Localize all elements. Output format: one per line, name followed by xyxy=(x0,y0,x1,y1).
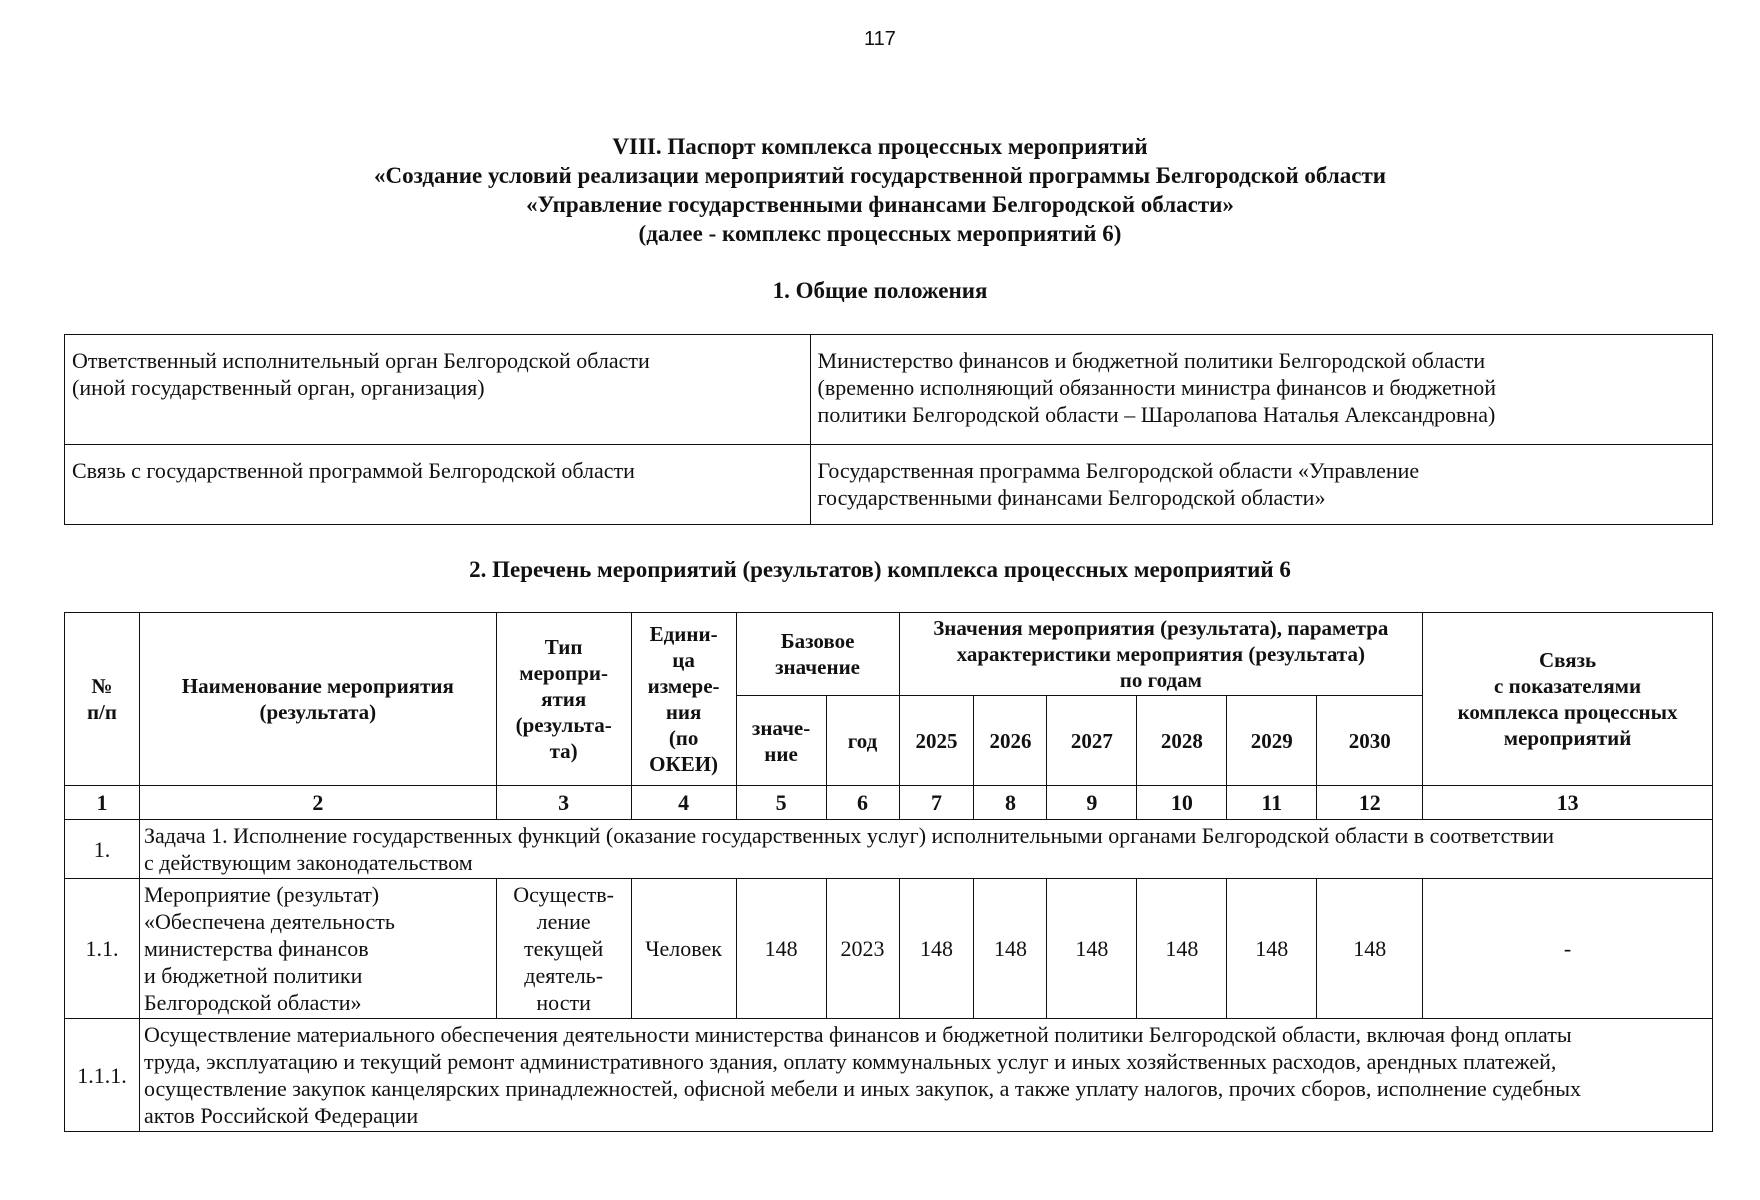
events-table xyxy=(64,612,1713,1132)
header-line: измере- xyxy=(647,674,720,698)
header-year: 2025 xyxy=(899,696,974,786)
header-year: 2027 xyxy=(1047,696,1137,786)
header-line: ОКЕИ) xyxy=(649,752,719,776)
header-values-by-year xyxy=(899,613,1423,696)
text-line: Мероприятие (результат) xyxy=(143,882,380,907)
header-line: п/п xyxy=(86,700,117,724)
text-line: политики Белгородской области – Шаролапова Наталья Александровна) xyxy=(817,402,1496,427)
event-base-year: 2023 xyxy=(826,879,899,1019)
heading-line: VIII. Паспорт комплекса процессных мероприятий xyxy=(612,134,1148,159)
text-line: Ответственный исполнительный орган Белгородской области xyxy=(72,348,650,373)
text-line: и бюджетной политики xyxy=(143,963,363,988)
task-text xyxy=(139,820,1712,879)
text-line: (временно исполняющий обязанности министра финансов и бюджетной xyxy=(817,375,1497,400)
event-value: 148 xyxy=(1137,879,1227,1019)
page-number: 117 xyxy=(864,28,896,50)
header-line: ятия xyxy=(541,687,587,711)
event-value: 148 xyxy=(974,879,1047,1019)
header-type xyxy=(496,613,631,786)
header-line: характеристики мероприятия (результата) xyxy=(956,642,1365,666)
event-unit: Человек xyxy=(631,879,736,1019)
header-line: комплекса процессных xyxy=(1457,700,1678,724)
sub-event-num: 1.1.1. xyxy=(65,1019,140,1132)
text-line: Осуществление материального обеспечения деятельности министерства финансов и бюджетной политики Белгородской области, включая фонд оплаты xyxy=(143,1022,1572,1047)
event-value: 148 xyxy=(899,879,974,1019)
header-line: значение xyxy=(775,655,860,679)
header-line: Значения мероприятия (результата), параметра xyxy=(933,616,1389,640)
header-link xyxy=(1423,613,1713,786)
column-number: 10 xyxy=(1137,786,1227,820)
text-line: труда, эксплуатацию и текущий ремонт административного здания, оплату коммунальных услуг и иных хозяйственных расходов, арендных платежей, xyxy=(143,1049,1557,1074)
text-line: Задача 1. Исполнение государственных функций (оказание государственных услуг) исполнительными органами Белгородской области в соответствии xyxy=(143,823,1554,848)
header-year: 2028 xyxy=(1137,696,1227,786)
header-base-year: год xyxy=(826,696,899,786)
program-link-label xyxy=(65,445,811,525)
header-line: Наименование мероприятия xyxy=(181,674,454,698)
event-base-value: 148 xyxy=(736,879,826,1019)
event-name xyxy=(139,879,496,1019)
header-year: 2026 xyxy=(974,696,1047,786)
text-line: ление xyxy=(536,909,591,934)
document-heading xyxy=(0,132,1760,248)
header-name xyxy=(139,613,496,786)
column-number: 11 xyxy=(1227,786,1317,820)
text-line: Осуществ- xyxy=(513,882,614,907)
column-number: 9 xyxy=(1047,786,1137,820)
column-number: 2 xyxy=(139,786,496,820)
text-line: «Обеспечена деятельность xyxy=(143,909,395,934)
task-row xyxy=(65,820,1713,879)
header-unit xyxy=(631,613,736,786)
event-type xyxy=(496,879,631,1019)
column-number: 12 xyxy=(1317,786,1423,820)
event-num: 1.1. xyxy=(65,879,140,1019)
text-line: Министерство финансов и бюджетной политики Белгородской области xyxy=(817,348,1486,373)
event-value: 148 xyxy=(1047,879,1137,1019)
column-number: 13 xyxy=(1423,786,1713,820)
column-number: 7 xyxy=(899,786,974,820)
column-number: 3 xyxy=(496,786,631,820)
header-line: ние xyxy=(764,741,798,766)
event-link: - xyxy=(1423,879,1713,1019)
column-number: 6 xyxy=(826,786,899,820)
section-2-title: 2. Перечень мероприятий (результатов) комплекса процессных мероприятий 6 xyxy=(469,557,1291,582)
header-year: 2029 xyxy=(1227,696,1317,786)
heading-line: «Управление государственными финансами Белгородской области» xyxy=(526,192,1234,217)
header-base-value xyxy=(736,696,826,786)
general-provisions-table xyxy=(64,334,1713,525)
header-base xyxy=(736,613,899,696)
column-number: 1 xyxy=(65,786,140,820)
header-line: меропри- xyxy=(519,661,608,685)
header-line: (результа- xyxy=(515,713,612,737)
text-line: государственными финансами Белгородской области» xyxy=(817,485,1326,510)
sub-event-text xyxy=(139,1019,1712,1132)
task-num: 1. xyxy=(65,820,140,879)
header-line: по годам xyxy=(1119,668,1202,692)
header-line: Едини- xyxy=(649,622,718,646)
header-year: 2030 xyxy=(1317,696,1423,786)
header-line: (результата) xyxy=(259,700,377,724)
text-line: Государственная программа Белгородской области «Управление xyxy=(817,458,1420,483)
sub-event-row xyxy=(65,1019,1713,1132)
text-line: осуществление закупок канцелярских принадлежностей, офисной мебели и иных закупок, а также уплату налогов, прочих сборов, исполнение судебных xyxy=(143,1076,1582,1101)
header-line: с показателями xyxy=(1494,674,1642,698)
text-line: с действующим законодательством xyxy=(143,850,473,875)
header-line: № xyxy=(91,674,113,698)
header-line: Базовое xyxy=(780,629,855,653)
event-value: 148 xyxy=(1317,879,1423,1019)
event-value: 148 xyxy=(1227,879,1317,1019)
header-line: ца xyxy=(672,648,695,672)
heading-line: (далее - комплекс процессных мероприятий 6) xyxy=(638,221,1122,246)
table-row xyxy=(65,335,1713,445)
column-number: 8 xyxy=(974,786,1047,820)
responsible-body-label xyxy=(65,335,811,445)
header-line: та) xyxy=(549,739,578,763)
text-line: актов Российской Федерации xyxy=(143,1103,419,1128)
text-line: (иной государственный орган, организация) xyxy=(72,375,485,400)
program-link-value xyxy=(810,445,1712,525)
text-line: ности xyxy=(536,990,591,1015)
text-line: текущей xyxy=(524,936,604,961)
text-line: Связь с государственной программой Белгородской области xyxy=(72,458,635,483)
column-number: 4 xyxy=(631,786,736,820)
header-line: Тип xyxy=(544,635,583,659)
column-number: 5 xyxy=(736,786,826,820)
header-line: значе- xyxy=(751,715,811,740)
text-line: деятель- xyxy=(524,963,604,988)
table-row xyxy=(65,445,1713,525)
section-1-title: 1. Общие положения xyxy=(772,278,988,303)
header-row xyxy=(65,613,1713,696)
column-numbers-row xyxy=(65,786,1713,820)
header-line: (по xyxy=(668,726,699,750)
event-row xyxy=(65,879,1713,1019)
text-line: Белгородской области» xyxy=(143,990,362,1015)
header-line: Связь xyxy=(1539,648,1597,672)
header-num xyxy=(65,613,140,786)
text-line: министерства финансов xyxy=(143,936,369,961)
header-line: ния xyxy=(665,700,702,724)
responsible-body-value xyxy=(810,335,1712,445)
header-line: мероприятий xyxy=(1503,726,1632,750)
heading-line: «Создание условий реализации мероприятий государственной программы Белгородской области xyxy=(373,163,1387,188)
